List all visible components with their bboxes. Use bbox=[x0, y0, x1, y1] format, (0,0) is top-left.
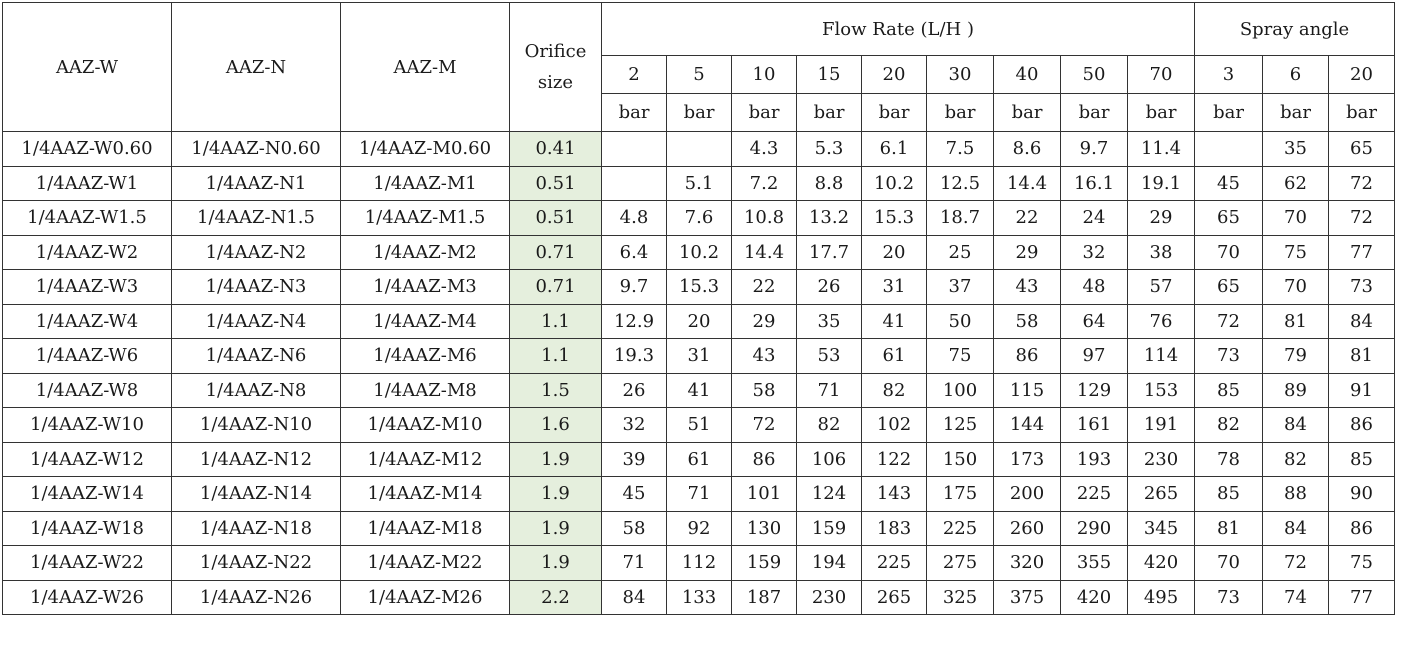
spray-angle-cell: 86 bbox=[1329, 511, 1395, 546]
flow-rate-cell: 4.3 bbox=[732, 132, 797, 167]
spray-angle-cell: 70 bbox=[1263, 201, 1329, 236]
flow-rate-cell: 375 bbox=[994, 580, 1061, 615]
flow-rate-cell: 8.8 bbox=[797, 166, 862, 201]
flow-rate-cell: 35 bbox=[797, 304, 862, 339]
flow-rate-cell: 159 bbox=[797, 511, 862, 546]
table-row bbox=[3, 339, 1395, 374]
flow-rate-cell: 112 bbox=[667, 546, 732, 581]
flow-rate-cell: 290 bbox=[1061, 511, 1128, 546]
model-w-cell: 1/4AAZ-W8 bbox=[3, 373, 172, 408]
flow-rate-cell: 230 bbox=[1128, 442, 1195, 477]
orifice-size-cell: 1.9 bbox=[510, 477, 602, 512]
model-w-cell: 1/4AAZ-W4 bbox=[3, 304, 172, 339]
spray-angle-cell bbox=[1195, 132, 1263, 167]
model-m-cell: 1/4AAZ-M10 bbox=[341, 408, 510, 443]
flow-rate-cell: 9.7 bbox=[1061, 132, 1128, 167]
table-row bbox=[3, 511, 1395, 546]
flow-rate-cell: 225 bbox=[1061, 477, 1128, 512]
flow-rate-cell: 5.3 bbox=[797, 132, 862, 167]
model-n-cell: 1/4AAZ-N2 bbox=[172, 235, 341, 270]
orifice-size-cell: 0.51 bbox=[510, 201, 602, 236]
flow-rate-cell: 24 bbox=[1061, 201, 1128, 236]
flow-rate-cell: 12.9 bbox=[602, 304, 667, 339]
flow-unit-header: bar bbox=[1061, 94, 1128, 132]
spray-angle-cell: 70 bbox=[1263, 270, 1329, 305]
flow-rate-cell: 355 bbox=[1061, 546, 1128, 581]
model-n-cell: 1/4AAZ-N26 bbox=[172, 580, 341, 615]
spray-angle-cell: 72 bbox=[1329, 166, 1395, 201]
flow-unit-header: bar bbox=[797, 94, 862, 132]
flow-rate-cell: 225 bbox=[927, 511, 994, 546]
orifice-size-cell: 1.1 bbox=[510, 339, 602, 374]
spray-angle-cell: 85 bbox=[1329, 442, 1395, 477]
flow-unit-header: bar bbox=[602, 94, 667, 132]
flow-rate-cell: 193 bbox=[1061, 442, 1128, 477]
flow-rate-cell bbox=[602, 132, 667, 167]
spray-angle-cell: 85 bbox=[1195, 477, 1263, 512]
flow-rate-cell: 22 bbox=[994, 201, 1061, 236]
model-m-cell: 1/4AAZ-M1.5 bbox=[341, 201, 510, 236]
table-row bbox=[3, 166, 1395, 201]
model-w-cell: 1/4AAZ-W2 bbox=[3, 235, 172, 270]
flow-rate-cell: 37 bbox=[927, 270, 994, 305]
flow-rate-cell bbox=[602, 166, 667, 201]
spray-angle-cell: 82 bbox=[1195, 408, 1263, 443]
spray-pressure-header: 3 bbox=[1195, 56, 1263, 94]
flow-rate-cell: 183 bbox=[862, 511, 927, 546]
model-n-cell: 1/4AAZ-N22 bbox=[172, 546, 341, 581]
flow-rate-cell: 10.8 bbox=[732, 201, 797, 236]
orifice-size-cell: 2.2 bbox=[510, 580, 602, 615]
flow-rate-cell: 18.7 bbox=[927, 201, 994, 236]
flow-rate-cell: 12.5 bbox=[927, 166, 994, 201]
flow-rate-cell: 39 bbox=[602, 442, 667, 477]
model-m-cell: 1/4AAZ-M26 bbox=[341, 580, 510, 615]
spray-angle-cell: 90 bbox=[1329, 477, 1395, 512]
flow-rate-cell: 320 bbox=[994, 546, 1061, 581]
flow-rate-cell: 13.2 bbox=[797, 201, 862, 236]
flow-rate-cell: 19.3 bbox=[602, 339, 667, 374]
flow-rate-cell: 32 bbox=[1061, 235, 1128, 270]
flow-rate-cell: 5.1 bbox=[667, 166, 732, 201]
flow-rate-cell: 71 bbox=[602, 546, 667, 581]
flow-rate-cell: 20 bbox=[862, 235, 927, 270]
flow-rate-cell: 61 bbox=[862, 339, 927, 374]
flow-rate-cell: 58 bbox=[602, 511, 667, 546]
flow-rate-cell: 150 bbox=[927, 442, 994, 477]
flow-rate-cell: 26 bbox=[602, 373, 667, 408]
flow-rate-cell: 130 bbox=[732, 511, 797, 546]
model-w-cell: 1/4AAZ-W18 bbox=[3, 511, 172, 546]
spray-angle-cell: 75 bbox=[1329, 546, 1395, 581]
orifice-size-cell: 0.41 bbox=[510, 132, 602, 167]
spray-angle-cell: 72 bbox=[1263, 546, 1329, 581]
header-orifice-line2: size bbox=[537, 72, 574, 93]
flow-rate-cell: 61 bbox=[667, 442, 732, 477]
model-w-cell: 1/4AAZ-W1 bbox=[3, 166, 172, 201]
flow-rate-cell: 71 bbox=[667, 477, 732, 512]
table-row bbox=[3, 580, 1395, 615]
spray-angle-cell: 70 bbox=[1195, 546, 1263, 581]
spray-angle-cell: 72 bbox=[1329, 201, 1395, 236]
model-n-cell: 1/4AAZ-N1 bbox=[172, 166, 341, 201]
model-n-cell: 1/4AAZ-N6 bbox=[172, 339, 341, 374]
spray-angle-cell: 65 bbox=[1195, 201, 1263, 236]
orifice-size-cell: 1.1 bbox=[510, 304, 602, 339]
flow-rate-cell: 57 bbox=[1128, 270, 1195, 305]
flow-rate-cell: 230 bbox=[797, 580, 862, 615]
flow-rate-cell: 173 bbox=[994, 442, 1061, 477]
spray-angle-cell: 79 bbox=[1263, 339, 1329, 374]
orifice-size-cell: 0.71 bbox=[510, 235, 602, 270]
model-m-cell: 1/4AAZ-M18 bbox=[341, 511, 510, 546]
model-w-cell: 1/4AAZ-W0.60 bbox=[3, 132, 172, 167]
flow-rate-cell: 6.4 bbox=[602, 235, 667, 270]
flow-rate-cell: 31 bbox=[667, 339, 732, 374]
header-spray-angle: Spray angle bbox=[1195, 3, 1395, 56]
orifice-size-cell: 1.5 bbox=[510, 373, 602, 408]
table-row bbox=[3, 477, 1395, 512]
model-n-cell: 1/4AAZ-N3 bbox=[172, 270, 341, 305]
flow-rate-cell: 76 bbox=[1128, 304, 1195, 339]
flow-unit-header: bar bbox=[732, 94, 797, 132]
spray-angle-cell: 62 bbox=[1263, 166, 1329, 201]
spray-angle-cell: 70 bbox=[1195, 235, 1263, 270]
flow-rate-cell: 14.4 bbox=[732, 235, 797, 270]
flow-rate-cell: 7.5 bbox=[927, 132, 994, 167]
flow-rate-cell bbox=[667, 132, 732, 167]
spray-angle-cell: 89 bbox=[1263, 373, 1329, 408]
flow-rate-cell: 10.2 bbox=[862, 166, 927, 201]
flow-rate-cell: 29 bbox=[994, 235, 1061, 270]
flow-rate-cell: 31 bbox=[862, 270, 927, 305]
flow-rate-cell: 265 bbox=[1128, 477, 1195, 512]
flow-rate-cell: 194 bbox=[797, 546, 862, 581]
spray-angle-cell: 86 bbox=[1329, 408, 1395, 443]
flow-rate-cell: 7.6 bbox=[667, 201, 732, 236]
flow-rate-cell: 97 bbox=[1061, 339, 1128, 374]
spray-unit-header: bar bbox=[1263, 94, 1329, 132]
flow-pressure-header: 2 bbox=[602, 56, 667, 94]
table-row bbox=[3, 373, 1395, 408]
table-row bbox=[3, 304, 1395, 339]
flow-rate-cell: 9.7 bbox=[602, 270, 667, 305]
flow-rate-cell: 48 bbox=[1061, 270, 1128, 305]
flow-rate-cell: 75 bbox=[927, 339, 994, 374]
model-w-cell: 1/4AAZ-W6 bbox=[3, 339, 172, 374]
model-w-cell: 1/4AAZ-W22 bbox=[3, 546, 172, 581]
flow-rate-cell: 29 bbox=[1128, 201, 1195, 236]
flow-rate-cell: 100 bbox=[927, 373, 994, 408]
flow-rate-cell: 101 bbox=[732, 477, 797, 512]
flow-rate-cell: 125 bbox=[927, 408, 994, 443]
spray-angle-cell: 78 bbox=[1195, 442, 1263, 477]
flow-rate-cell: 15.3 bbox=[667, 270, 732, 305]
orifice-size-cell: 1.9 bbox=[510, 511, 602, 546]
flow-rate-cell: 11.4 bbox=[1128, 132, 1195, 167]
flow-rate-cell: 159 bbox=[732, 546, 797, 581]
model-w-cell: 1/4AAZ-W12 bbox=[3, 442, 172, 477]
spray-angle-cell: 73 bbox=[1195, 339, 1263, 374]
table-row bbox=[3, 132, 1395, 167]
spray-angle-cell: 82 bbox=[1263, 442, 1329, 477]
flow-pressure-header: 30 bbox=[927, 56, 994, 94]
header-orifice-line1: Orifice bbox=[524, 41, 587, 62]
model-n-cell: 1/4AAZ-N10 bbox=[172, 408, 341, 443]
orifice-size-cell: 0.51 bbox=[510, 166, 602, 201]
flow-rate-cell: 325 bbox=[927, 580, 994, 615]
model-n-cell: 1/4AAZ-N0.60 bbox=[172, 132, 341, 167]
spray-angle-cell: 73 bbox=[1195, 580, 1263, 615]
flow-rate-cell: 102 bbox=[862, 408, 927, 443]
flow-unit-header: bar bbox=[1128, 94, 1195, 132]
flow-rate-cell: 124 bbox=[797, 477, 862, 512]
flow-rate-cell: 29 bbox=[732, 304, 797, 339]
table-row bbox=[3, 546, 1395, 581]
spray-angle-cell: 74 bbox=[1263, 580, 1329, 615]
flow-rate-cell: 122 bbox=[862, 442, 927, 477]
model-m-cell: 1/4AAZ-M12 bbox=[341, 442, 510, 477]
flow-rate-cell: 84 bbox=[602, 580, 667, 615]
flow-rate-cell: 175 bbox=[927, 477, 994, 512]
model-m-cell: 1/4AAZ-M14 bbox=[341, 477, 510, 512]
spray-angle-cell: 77 bbox=[1329, 235, 1395, 270]
flow-rate-cell: 58 bbox=[994, 304, 1061, 339]
flow-rate-cell: 82 bbox=[797, 408, 862, 443]
flow-rate-cell: 191 bbox=[1128, 408, 1195, 443]
flow-rate-cell: 22 bbox=[732, 270, 797, 305]
flow-rate-cell: 161 bbox=[1061, 408, 1128, 443]
model-m-cell: 1/4AAZ-M3 bbox=[341, 270, 510, 305]
spray-angle-cell: 88 bbox=[1263, 477, 1329, 512]
flow-rate-cell: 345 bbox=[1128, 511, 1195, 546]
header-orifice-size bbox=[510, 3, 602, 132]
flow-rate-cell: 16.1 bbox=[1061, 166, 1128, 201]
flow-rate-cell: 115 bbox=[994, 373, 1061, 408]
spray-angle-cell: 84 bbox=[1263, 408, 1329, 443]
flow-rate-cell: 495 bbox=[1128, 580, 1195, 615]
flow-rate-cell: 144 bbox=[994, 408, 1061, 443]
orifice-size-cell: 0.71 bbox=[510, 270, 602, 305]
flow-rate-cell: 53 bbox=[797, 339, 862, 374]
spray-angle-cell: 35 bbox=[1263, 132, 1329, 167]
flow-rate-cell: 38 bbox=[1128, 235, 1195, 270]
flow-rate-cell: 82 bbox=[862, 373, 927, 408]
flow-rate-cell: 92 bbox=[667, 511, 732, 546]
flow-unit-header: bar bbox=[927, 94, 994, 132]
header-aaz-w: AAZ-W bbox=[3, 3, 172, 132]
model-n-cell: 1/4AAZ-N12 bbox=[172, 442, 341, 477]
model-n-cell: 1/4AAZ-N14 bbox=[172, 477, 341, 512]
table-row bbox=[3, 270, 1395, 305]
flow-pressure-header: 5 bbox=[667, 56, 732, 94]
spray-pressure-header: 20 bbox=[1329, 56, 1395, 94]
flow-rate-cell: 51 bbox=[667, 408, 732, 443]
flow-pressure-header: 50 bbox=[1061, 56, 1128, 94]
flow-rate-cell: 32 bbox=[602, 408, 667, 443]
flow-rate-cell: 114 bbox=[1128, 339, 1195, 374]
spray-angle-cell: 81 bbox=[1195, 511, 1263, 546]
flow-rate-cell: 420 bbox=[1128, 546, 1195, 581]
model-n-cell: 1/4AAZ-N18 bbox=[172, 511, 341, 546]
flow-unit-header: bar bbox=[862, 94, 927, 132]
flow-rate-cell: 133 bbox=[667, 580, 732, 615]
flow-rate-cell: 200 bbox=[994, 477, 1061, 512]
spray-unit-header: bar bbox=[1195, 94, 1263, 132]
model-m-cell: 1/4AAZ-M8 bbox=[341, 373, 510, 408]
model-m-cell: 1/4AAZ-M0.60 bbox=[341, 132, 510, 167]
model-w-cell: 1/4AAZ-W14 bbox=[3, 477, 172, 512]
flow-rate-cell: 265 bbox=[862, 580, 927, 615]
flow-rate-cell: 72 bbox=[732, 408, 797, 443]
flow-unit-header: bar bbox=[667, 94, 732, 132]
spray-angle-cell: 84 bbox=[1263, 511, 1329, 546]
flow-pressure-header: 15 bbox=[797, 56, 862, 94]
model-n-cell: 1/4AAZ-N4 bbox=[172, 304, 341, 339]
flow-rate-cell: 43 bbox=[732, 339, 797, 374]
spray-angle-cell: 65 bbox=[1195, 270, 1263, 305]
flow-rate-cell: 20 bbox=[667, 304, 732, 339]
flow-pressure-header: 10 bbox=[732, 56, 797, 94]
flow-rate-cell: 153 bbox=[1128, 373, 1195, 408]
model-n-cell: 1/4AAZ-N1.5 bbox=[172, 201, 341, 236]
model-m-cell: 1/4AAZ-M22 bbox=[341, 546, 510, 581]
model-n-cell: 1/4AAZ-N8 bbox=[172, 373, 341, 408]
spray-angle-cell: 81 bbox=[1329, 339, 1395, 374]
spray-angle-cell: 77 bbox=[1329, 580, 1395, 615]
flow-rate-cell: 129 bbox=[1061, 373, 1128, 408]
header-aaz-n: AAZ-N bbox=[172, 3, 341, 132]
flow-rate-cell: 225 bbox=[862, 546, 927, 581]
header-flow-rate: Flow Rate (L/H ) bbox=[602, 3, 1195, 56]
flow-rate-cell: 260 bbox=[994, 511, 1061, 546]
flow-rate-cell: 8.6 bbox=[994, 132, 1061, 167]
flow-rate-cell: 43 bbox=[994, 270, 1061, 305]
flow-pressure-header: 40 bbox=[994, 56, 1061, 94]
flow-rate-cell: 17.7 bbox=[797, 235, 862, 270]
model-w-cell: 1/4AAZ-W1.5 bbox=[3, 201, 172, 236]
flow-rate-cell: 6.1 bbox=[862, 132, 927, 167]
table-row bbox=[3, 442, 1395, 477]
orifice-size-cell: 1.9 bbox=[510, 442, 602, 477]
flow-rate-cell: 41 bbox=[862, 304, 927, 339]
spray-angle-cell: 65 bbox=[1329, 132, 1395, 167]
flow-rate-cell: 420 bbox=[1061, 580, 1128, 615]
model-m-cell: 1/4AAZ-M2 bbox=[341, 235, 510, 270]
spray-angle-cell: 85 bbox=[1195, 373, 1263, 408]
orifice-size-cell: 1.6 bbox=[510, 408, 602, 443]
flow-rate-cell: 86 bbox=[732, 442, 797, 477]
flow-rate-cell: 50 bbox=[927, 304, 994, 339]
spray-angle-cell: 84 bbox=[1329, 304, 1395, 339]
flow-rate-cell: 15.3 bbox=[862, 201, 927, 236]
table-row bbox=[3, 201, 1395, 236]
flow-rate-cell: 106 bbox=[797, 442, 862, 477]
flow-rate-cell: 143 bbox=[862, 477, 927, 512]
flow-rate-cell: 187 bbox=[732, 580, 797, 615]
flow-rate-cell: 14.4 bbox=[994, 166, 1061, 201]
flow-rate-cell: 58 bbox=[732, 373, 797, 408]
spray-angle-cell: 81 bbox=[1263, 304, 1329, 339]
nozzle-spec-table bbox=[2, 2, 1395, 615]
flow-rate-cell: 41 bbox=[667, 373, 732, 408]
model-m-cell: 1/4AAZ-M6 bbox=[341, 339, 510, 374]
flow-rate-cell: 86 bbox=[994, 339, 1061, 374]
orifice-size-cell: 1.9 bbox=[510, 546, 602, 581]
flow-rate-cell: 45 bbox=[602, 477, 667, 512]
model-m-cell: 1/4AAZ-M1 bbox=[341, 166, 510, 201]
flow-rate-cell: 19.1 bbox=[1128, 166, 1195, 201]
flow-rate-cell: 7.2 bbox=[732, 166, 797, 201]
flow-rate-cell: 275 bbox=[927, 546, 994, 581]
model-w-cell: 1/4AAZ-W10 bbox=[3, 408, 172, 443]
spray-pressure-header: 6 bbox=[1263, 56, 1329, 94]
spray-unit-header: bar bbox=[1329, 94, 1395, 132]
spray-angle-cell: 45 bbox=[1195, 166, 1263, 201]
model-m-cell: 1/4AAZ-M4 bbox=[341, 304, 510, 339]
flow-rate-cell: 26 bbox=[797, 270, 862, 305]
flow-rate-cell: 25 bbox=[927, 235, 994, 270]
flow-unit-header: bar bbox=[994, 94, 1061, 132]
flow-rate-cell: 10.2 bbox=[667, 235, 732, 270]
flow-rate-cell: 64 bbox=[1061, 304, 1128, 339]
spray-angle-cell: 73 bbox=[1329, 270, 1395, 305]
flow-rate-cell: 71 bbox=[797, 373, 862, 408]
spray-angle-cell: 72 bbox=[1195, 304, 1263, 339]
flow-rate-cell: 4.8 bbox=[602, 201, 667, 236]
spray-angle-cell: 75 bbox=[1263, 235, 1329, 270]
table-row bbox=[3, 235, 1395, 270]
flow-pressure-header: 20 bbox=[862, 56, 927, 94]
model-w-cell: 1/4AAZ-W3 bbox=[3, 270, 172, 305]
model-w-cell: 1/4AAZ-W26 bbox=[3, 580, 172, 615]
header-aaz-m: AAZ-M bbox=[341, 3, 510, 132]
table-row bbox=[3, 408, 1395, 443]
flow-pressure-header: 70 bbox=[1128, 56, 1195, 94]
spray-angle-cell: 91 bbox=[1329, 373, 1395, 408]
